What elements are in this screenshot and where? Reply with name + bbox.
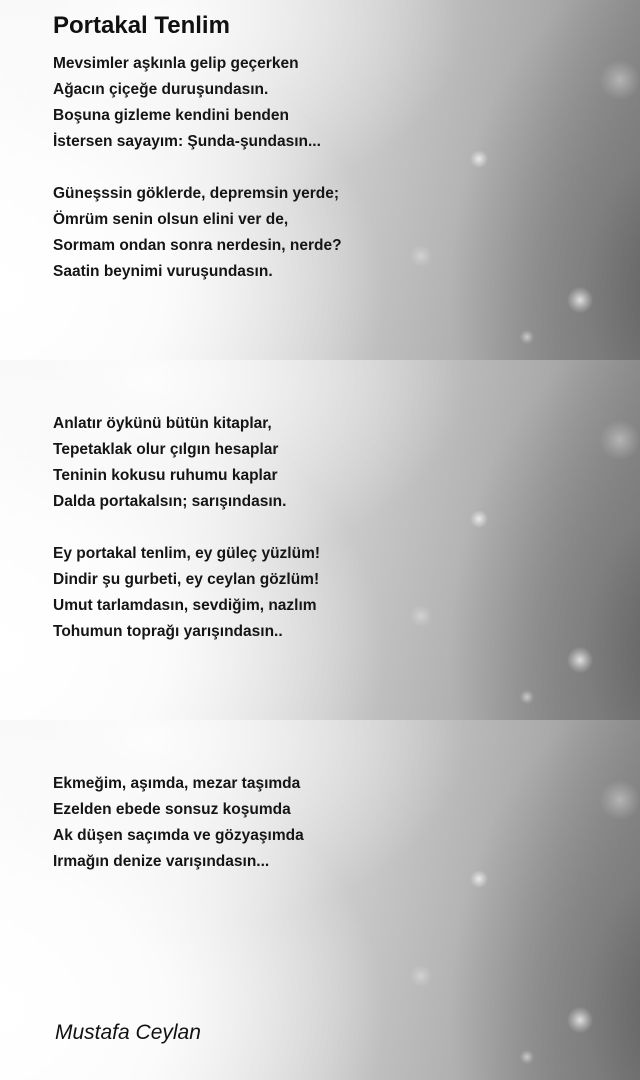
poem-line: Saatin beynimi vuruşundasın.: [53, 263, 273, 280]
poem-line: Tohumun toprağı yarışındasın..: [53, 623, 283, 640]
bokeh-light: [600, 60, 640, 100]
poem-panel-3: [0, 720, 640, 1080]
poem-line: İstersen sayayım: Şunda-şundasın...: [53, 133, 321, 150]
poem-line: Sormam ondan sonra nerdesin, nerde?: [53, 237, 342, 254]
poem-line: Dalda portakalsın; sarışındasın.: [53, 493, 287, 510]
poem-line: Teninin kokusu ruhumu kaplar: [53, 467, 278, 484]
stanza-5: [53, 771, 304, 875]
poem-line: Irmağın denize varışındasın...: [53, 853, 270, 870]
bokeh-light: [520, 690, 534, 704]
poem-line: Ağacın çiçeğe duruşundasın.: [53, 81, 269, 98]
stanza-1: [53, 51, 321, 155]
bokeh-light: [410, 245, 432, 267]
poem-line: Mevsimler aşkınla gelip geçerken: [53, 55, 299, 72]
bokeh-light: [567, 287, 593, 313]
stanza-3: [53, 411, 286, 515]
bokeh-light: [410, 605, 432, 627]
poem-line: Ekmeğim, aşımda, mezar taşımda: [53, 775, 301, 792]
poem-line: Tepetaklak olur çılgın hesaplar: [53, 441, 279, 458]
poem-author: Mustafa Ceylan: [55, 1021, 201, 1044]
poem-line: Anlatır öykünü bütün kitaplar,: [53, 415, 272, 432]
poem-panel-1: [0, 0, 640, 360]
poem-line: Ömrüm senin olsun elini ver de,: [53, 211, 289, 228]
bokeh-light: [567, 647, 593, 673]
poem-line: Ey portakal tenlim, ey güleç yüzlüm!: [53, 545, 321, 562]
bokeh-light: [470, 510, 488, 528]
poem-panel-2: [0, 360, 640, 720]
poem-title: Portakal Tenlim: [53, 12, 230, 39]
bokeh-light: [470, 870, 488, 888]
bokeh-light: [600, 780, 640, 820]
poem-line: Dindir şu gurbeti, ey ceylan gözlüm!: [53, 571, 320, 588]
bokeh-light: [470, 150, 488, 168]
bokeh-light: [567, 1007, 593, 1033]
bokeh-light: [600, 420, 640, 460]
poem-line: Ezelden ebede sonsuz koşumda: [53, 801, 291, 818]
stanza-4: [53, 541, 320, 645]
bokeh-light: [520, 330, 534, 344]
poem-line: Umut tarlamdasın, sevdiğim, nazlım: [53, 597, 317, 614]
poem-line: Güneşssin göklerde, depremsin yerde;: [53, 185, 339, 202]
poem-line: Boşuna gizleme kendini benden: [53, 107, 289, 124]
stanza-2: [53, 181, 342, 285]
bokeh-light: [410, 965, 432, 987]
poem-line: Ak düşen saçımda ve gözyaşımda: [53, 827, 304, 844]
bokeh-light: [520, 1050, 534, 1064]
